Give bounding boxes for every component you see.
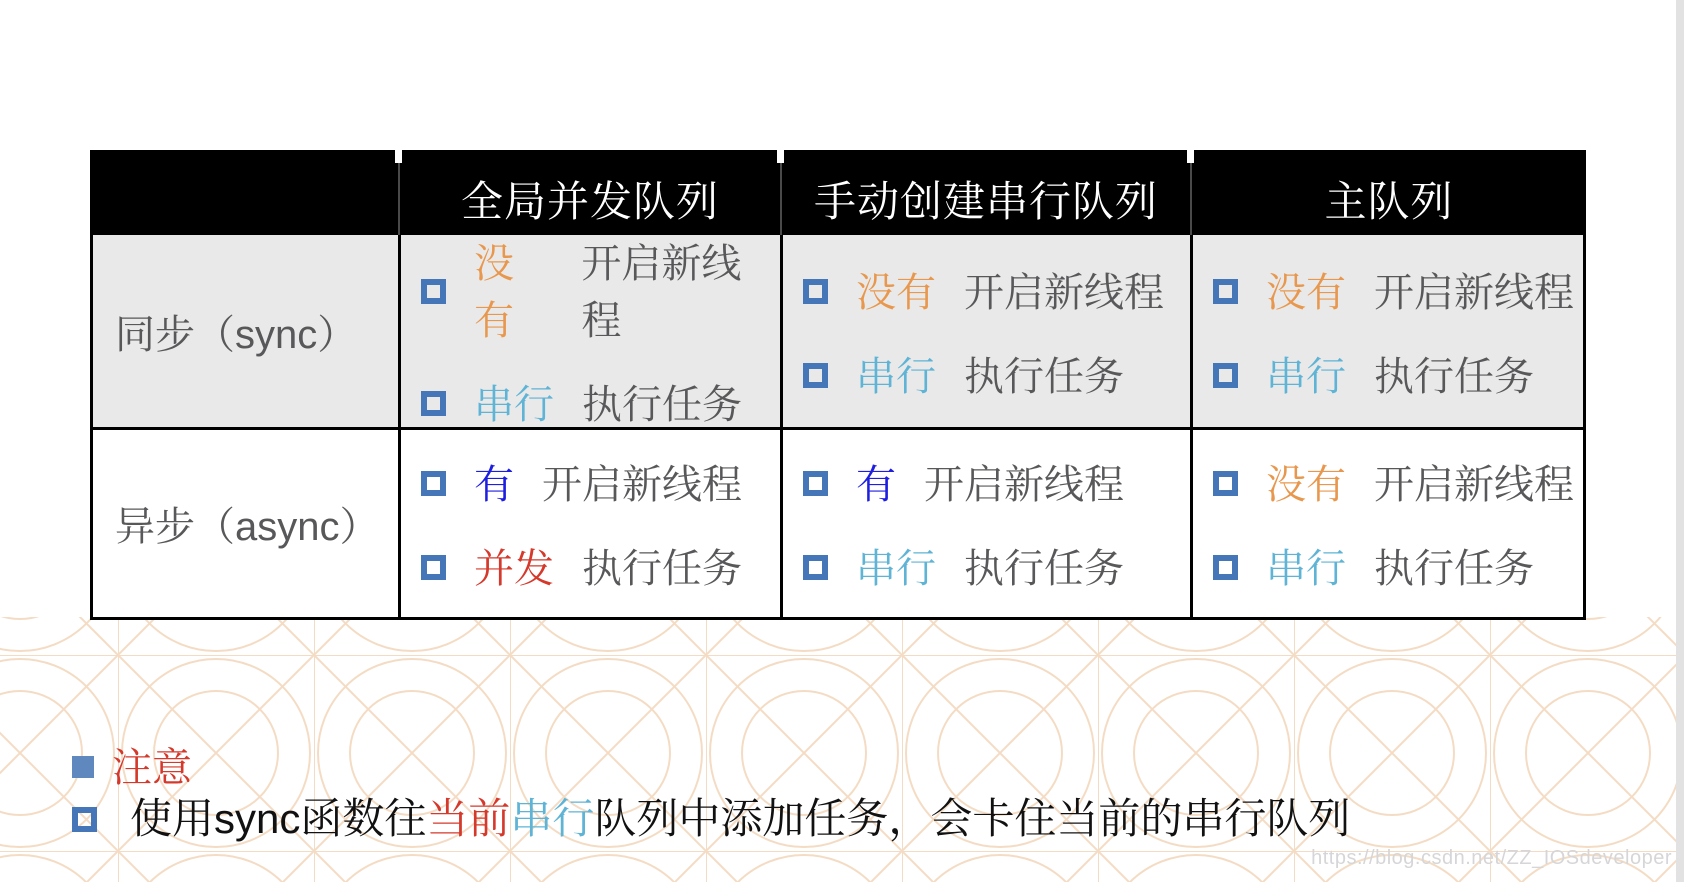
cell-line <box>421 373 780 430</box>
header-cell-manual-serial-queue: 手动创建串行队列 <box>780 150 1190 235</box>
table-body <box>90 235 1586 620</box>
cell-text-segment: 执行任务 <box>1374 354 1534 399</box>
cell-text-segment: 开启新线程 <box>581 242 742 343</box>
cell-line <box>803 345 1190 402</box>
header-border-notch <box>395 150 402 163</box>
header-cell-main-queue: 主队列 <box>1190 150 1586 235</box>
square-bullet-icon <box>421 555 446 580</box>
sync-warning-note <box>72 786 1350 846</box>
square-bullet-icon <box>72 807 97 832</box>
row-label-sync: 同步（sync） <box>115 312 358 357</box>
cell-text-segment: 有 <box>474 463 514 507</box>
row-label-async: 异步（async） <box>115 505 380 549</box>
cell-text-segment: 没有 <box>474 242 514 343</box>
cell-sync-global <box>398 235 780 427</box>
cell-text-segment: 执行任务 <box>582 547 742 591</box>
cell-line <box>1213 537 1583 594</box>
note-text-segment: 队列中添加任务，会卡住当前的串行队列 <box>594 795 1351 842</box>
square-bullet-icon <box>803 471 828 496</box>
note-text-segment: 使用sync函数往 <box>130 795 427 842</box>
square-bullet-icon <box>421 471 446 496</box>
cell-sync-manual-serial <box>780 235 1190 427</box>
header-border-notch <box>777 150 784 163</box>
header-cell-global-concurrent-queue: 全局并发队列 <box>398 150 780 235</box>
cell-line <box>1213 261 1583 318</box>
note-text-segment: 串行 <box>510 795 595 842</box>
square-bullet-icon <box>1213 363 1238 388</box>
window-edge-strip <box>1676 0 1684 882</box>
cell-text-segment: 执行任务 <box>1374 547 1534 591</box>
csdn-watermark: https://blog.csdn.net/ZZ_IOSdeveloper <box>1311 847 1672 869</box>
cell-text-segment: 串行 <box>474 383 554 427</box>
sync-warning-text <box>130 786 1350 846</box>
cell-text-segment: 执行任务 <box>964 354 1124 399</box>
cell-text-segment: 开启新线程 <box>542 463 742 507</box>
cell-text-segment: 开启新线程 <box>964 270 1164 315</box>
attention-note <box>72 736 192 793</box>
square-bullet-icon <box>421 391 446 416</box>
cell-text-segment: 并发 <box>474 547 554 591</box>
square-bullet-icon <box>803 555 828 580</box>
cell-text-segment: 没有 <box>856 270 936 315</box>
square-bullet-icon <box>803 363 828 388</box>
cell-text-segment: 执行任务 <box>964 547 1124 591</box>
gcd-queue-comparison-table <box>90 150 1586 620</box>
filled-square-bullet-icon <box>72 756 94 778</box>
cell-text-segment: 串行 <box>1266 547 1346 591</box>
cell-text-segment: 串行 <box>856 547 936 591</box>
cell-sync-main <box>1190 235 1583 427</box>
table-row-async <box>93 427 1583 617</box>
square-bullet-icon <box>803 279 828 304</box>
square-bullet-icon <box>1213 555 1238 580</box>
cell-line <box>421 453 780 510</box>
cell-line <box>803 453 1190 510</box>
cell-line <box>803 537 1190 594</box>
cell-line <box>803 261 1190 318</box>
table-row-sync <box>93 235 1583 427</box>
cell-text-segment: 串行 <box>856 354 936 399</box>
cell-text-segment: 没有 <box>1266 270 1346 315</box>
table-header-row <box>90 150 1586 235</box>
cell-text-segment: 开启新线程 <box>1374 463 1574 507</box>
cell-async-global <box>398 430 780 617</box>
cell-text-segment: 开启新线程 <box>924 463 1124 507</box>
square-bullet-icon <box>1213 279 1238 304</box>
cell-async-main <box>1190 430 1583 617</box>
cell-line <box>1213 453 1583 510</box>
header-cell-blank <box>90 150 398 235</box>
square-bullet-icon <box>1213 471 1238 496</box>
attention-label: 注意 <box>112 746 192 790</box>
header-border-notch <box>1187 150 1194 163</box>
cell-text-segment: 开启新线程 <box>1374 270 1574 315</box>
cell-line <box>1213 345 1583 402</box>
cell-text-segment: 串行 <box>1266 354 1346 399</box>
cell-line <box>421 232 780 346</box>
cell-text-segment: 没有 <box>1266 463 1346 507</box>
cell-text-segment: 执行任务 <box>582 383 742 427</box>
cell-line <box>421 537 780 594</box>
cell-async-manual-serial <box>780 430 1190 617</box>
square-bullet-icon <box>421 279 446 304</box>
cell-text-segment: 有 <box>856 463 896 507</box>
note-text-segment: 当前 <box>426 795 511 842</box>
